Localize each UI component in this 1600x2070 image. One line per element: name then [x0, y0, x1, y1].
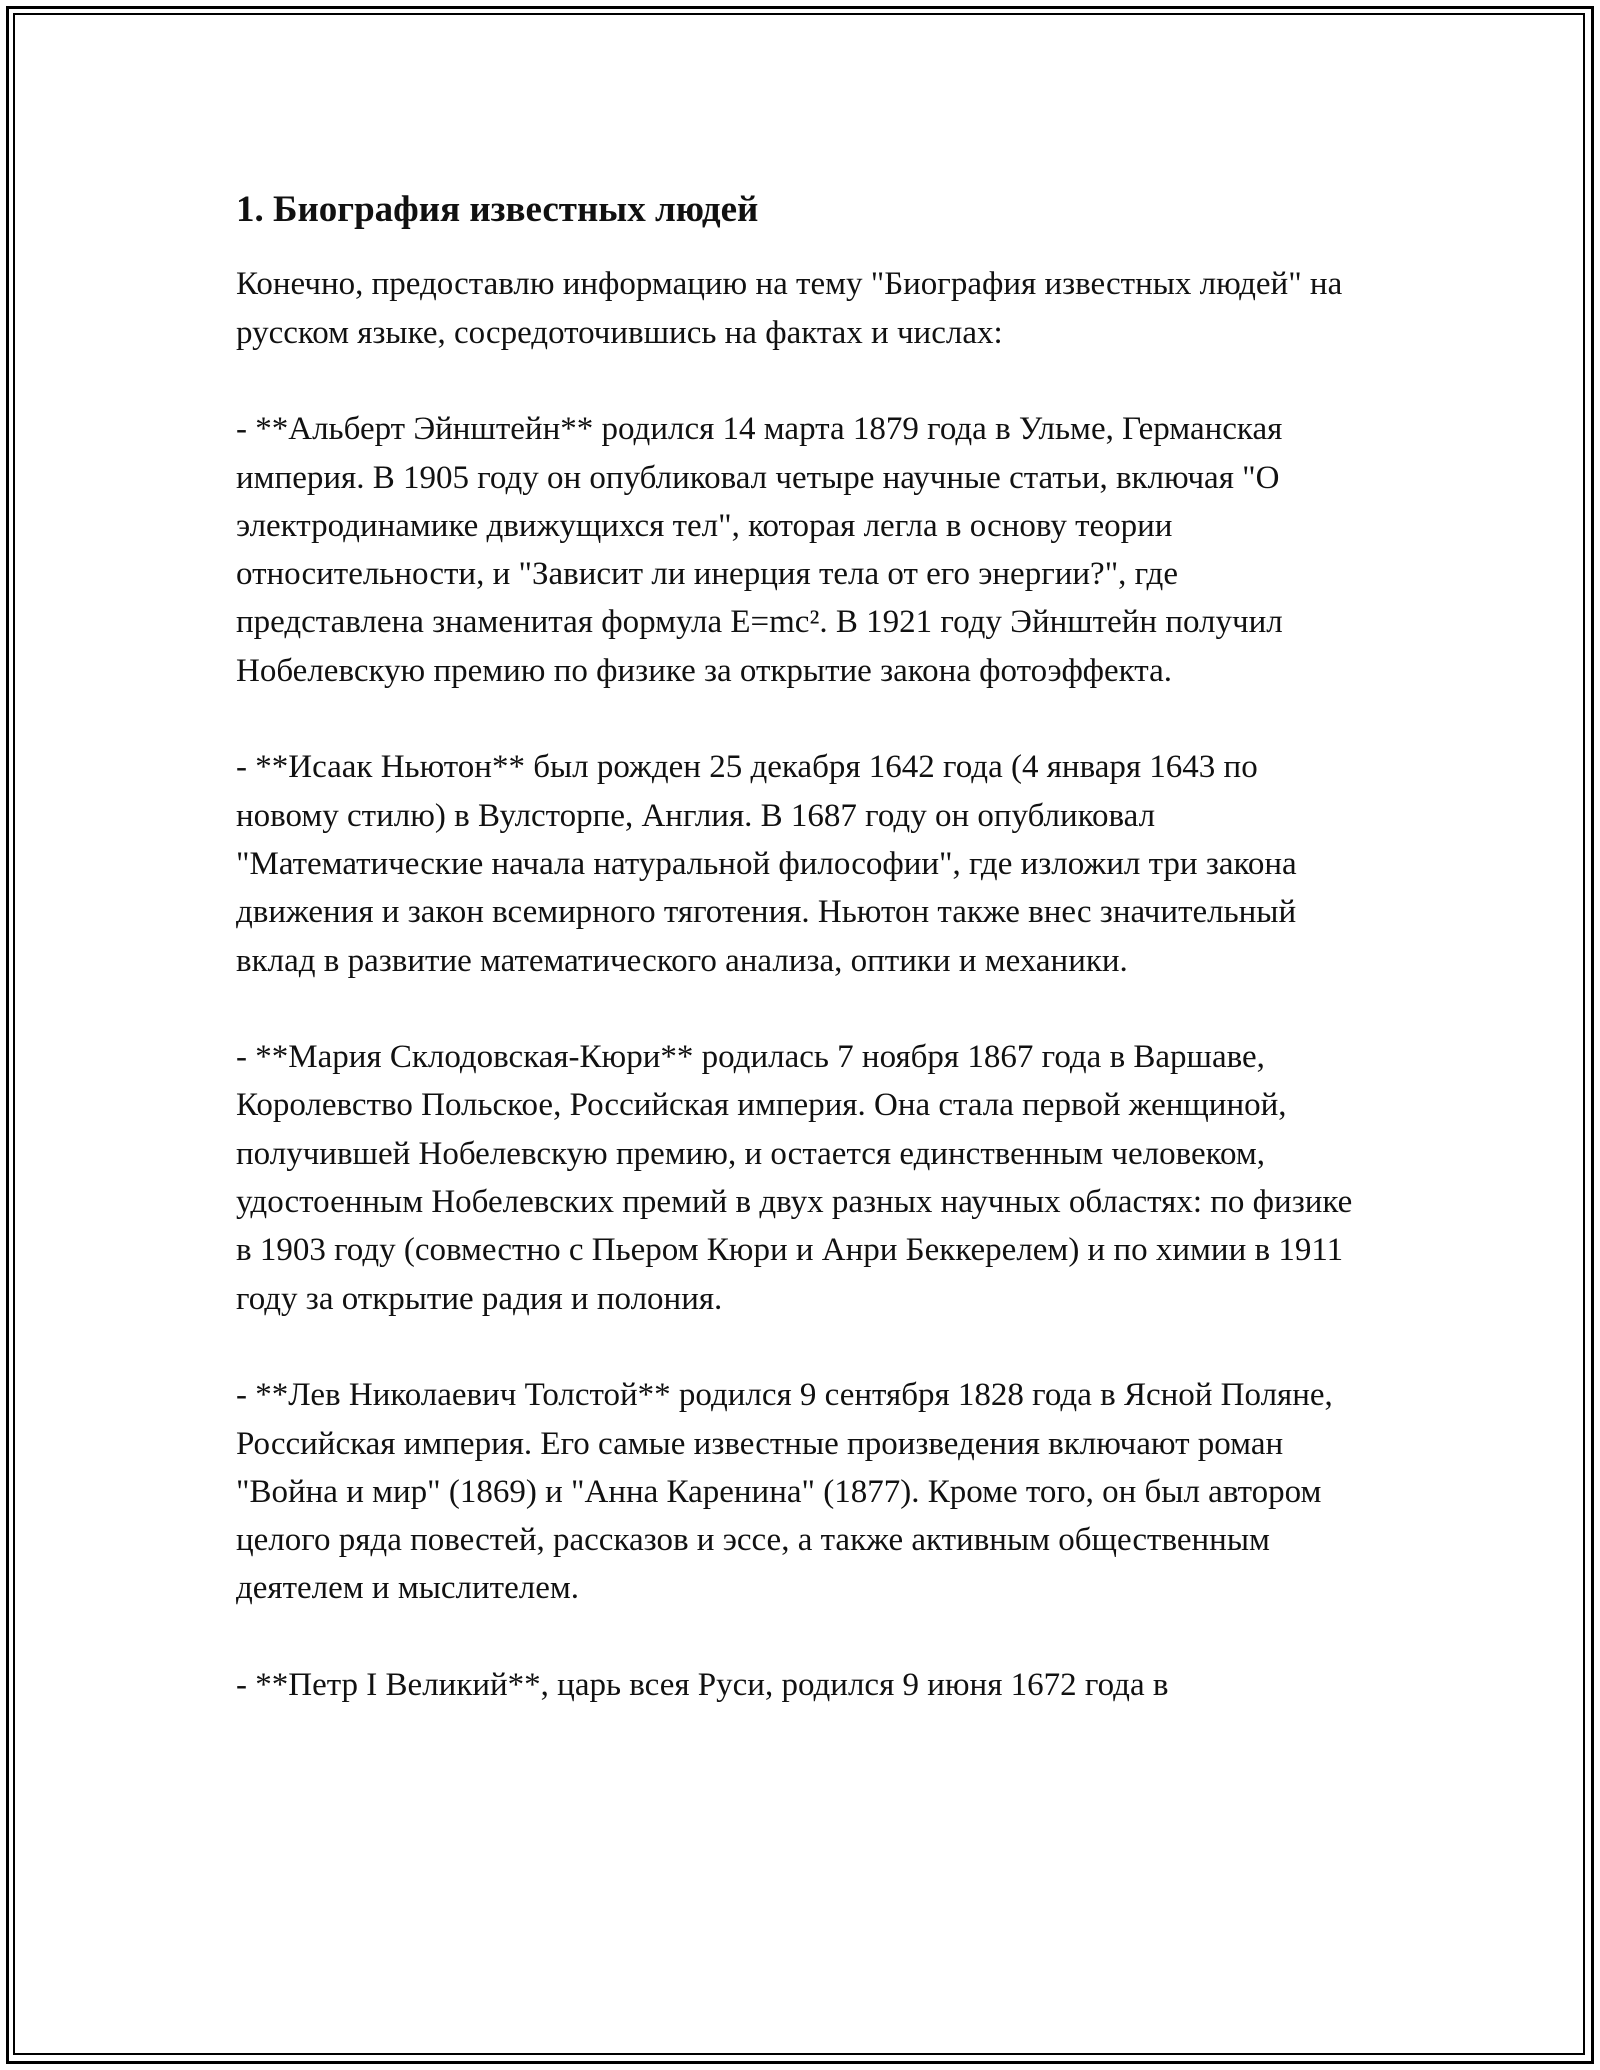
peter-paragraph: - **Петр I Великий**, царь всея Руси, родился 9 июня 1672 года в — [236, 1667, 1169, 1703]
curie-paragraph: - **Мария Склодовская-Кюри** родилась 7 ноября 1867 года в Варшаве, Королевство Польское, Российская империя. Она стала первой женщиной, получившей Нобелевскую премию, и остается единственным человеком, удостоенным Нобелевских премий в двух разных научных областях: по физике в 1903 году (совместно с Пьером Кюри и Анри Беккерелем) и по химии в 1911 году за открытие радия и полония. — [236, 1039, 1353, 1317]
newton-paragraph: - **Исаак Ньютон** был рожден 25 декабря 1642 года (4 января 1643 по новому стилю) в Вулсторпе, Англия. В 1687 году он опубликовал "Математические начала натуральной философии", где изложил три закона движения и закон всемирного тяготения. Ньютон также внес значительный вклад в развитие математического анализа, оптики и механики. — [236, 749, 1297, 979]
document-body — [236, 188, 1364, 1758]
einstein-paragraph: - **Альберт Эйнштейн** родился 14 марта 1879 года в Ульме, Германская империя. В 1905 году он опубликовал четыре научные статьи, включая "О электродинамике движущихся тел", которая легла в основу теории относительности, и "Зависит ли инерция тела от его энергии?", где представлена знаменитая формула E=mc². В 1921 году Эйнштейн получил Нобелевскую премию по физике за открытие закона фотоэффекта. — [236, 411, 1283, 689]
intro-paragraph: Конечно, предоставлю информацию на тему "Биография известных людей" на русском языке, сосредоточившись на фактах и числах: — [236, 266, 1343, 351]
document-heading: 1. Биография известных людей — [236, 189, 759, 230]
tolstoy-paragraph: - **Лев Николаевич Толстой** родился 9 сентября 1828 года в Ясной Поляне, Российская империя. Его самые известные произведения включают роман "Война и мир" (1869) и "Анна Каренина" (1877). Кроме того, он был автором целого ряда повестей, рассказов и эссе, а также активным общественным деятелем и мыслителем. — [236, 1377, 1333, 1607]
